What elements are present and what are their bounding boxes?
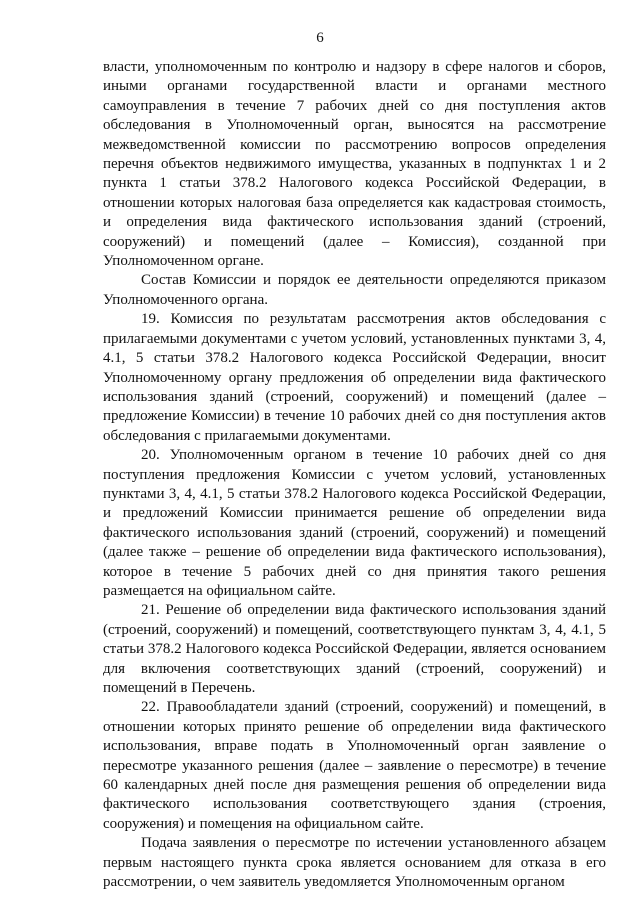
paragraph-item-19: 19. Комиссия по результатам рассмотрения актов обследования с прилагаемыми документами с учетом условий, установленных пунктами 3, 4, 4.1, 5 статьи 378.2 Налогового кодекса Российской Федерации, вносит Уполномоченному органу предложения об определении вида фактического использования зданий (строений, сооружений) и помещений (далее – предложение Комиссии) в течение 10 рабочих дней со дня поступления актов обследования с прилагаемыми документами. <box>103 311 606 444</box>
paragraph-review-application: Подача заявления о пересмотре по истечении установленного абзацем первым настоящего пункта срока является основанием для отказа в его рассмотрении, о чем заявитель уведомляется Уполномоченным органом <box>103 835 606 891</box>
paragraph-item-20: 20. Уполномоченным органом в течение 10 рабочих дней со дня поступления предложения Комиссии с учетом условий, установленных пунктами 3, 4, 4.1, 5 статьи 378.2 Налогового кодекса Российской Федерации, и предложений Комиссии принимается решение об определении вида фактического использования зданий (строений, сооружений) и помещений (далее также – решение об определении вида фактического использования), которое в течение 5 рабочих дней со дня принятия такого решения размещается на официальном сайте. <box>103 447 606 599</box>
paragraph-commission-composition: Состав Комиссии и порядок ее деятельности определяются приказом Уполномоченного органа. <box>103 272 606 308</box>
paragraph-item-21: 21. Решение об определении вида фактического использования зданий (строений, сооружений) и помещений, соответствующего пунктам 3, 4, 4.1, 5 статьи 378.2 Налогового кодекса Российской Федерации, является основанием для включения соответствующих зданий (строений, сооружений) и помещений в Перечень. <box>103 602 606 696</box>
page-number: 6 <box>316 30 324 46</box>
paragraph-continuation: власти, уполномоченным по контролю и надзору в сфере налогов и сборов, иными органами государственной власти и органами местного самоуправления в течение 7 рабочих дней со дня поступления актов обследования в Уполномоченный орган, выносятся на рассмотрение межведомственной комиссии по рассмотрению вопросов определения перечня объектов недвижимого имущества, указанных в подпунктах 1 и 2 пункта 1 статьи 378.2 Налогового кодекса Российской Федерации, в отношении которых налоговая база определяется как кадастровая стоимость, и определения вида фактического использования зданий (строений, сооружений) и помещений (далее – Комиссия), созданной при Уполномоченном органе. <box>103 59 606 270</box>
paragraph-item-22: 22. Правообладатели зданий (строений, сооружений) и помещений, в отношении которых принято решение об определении вида фактического использования, вправе подать в Уполномоченный орган заявление о пересмотре указанного решения (далее – заявление о пересмотре) в течение 60 календарных дней после дня размещения решения об определении вида фактического использования соответствующего здания (строения, сооружения) и помещения на официальном сайте. <box>103 699 606 832</box>
document-body <box>103 58 606 892</box>
